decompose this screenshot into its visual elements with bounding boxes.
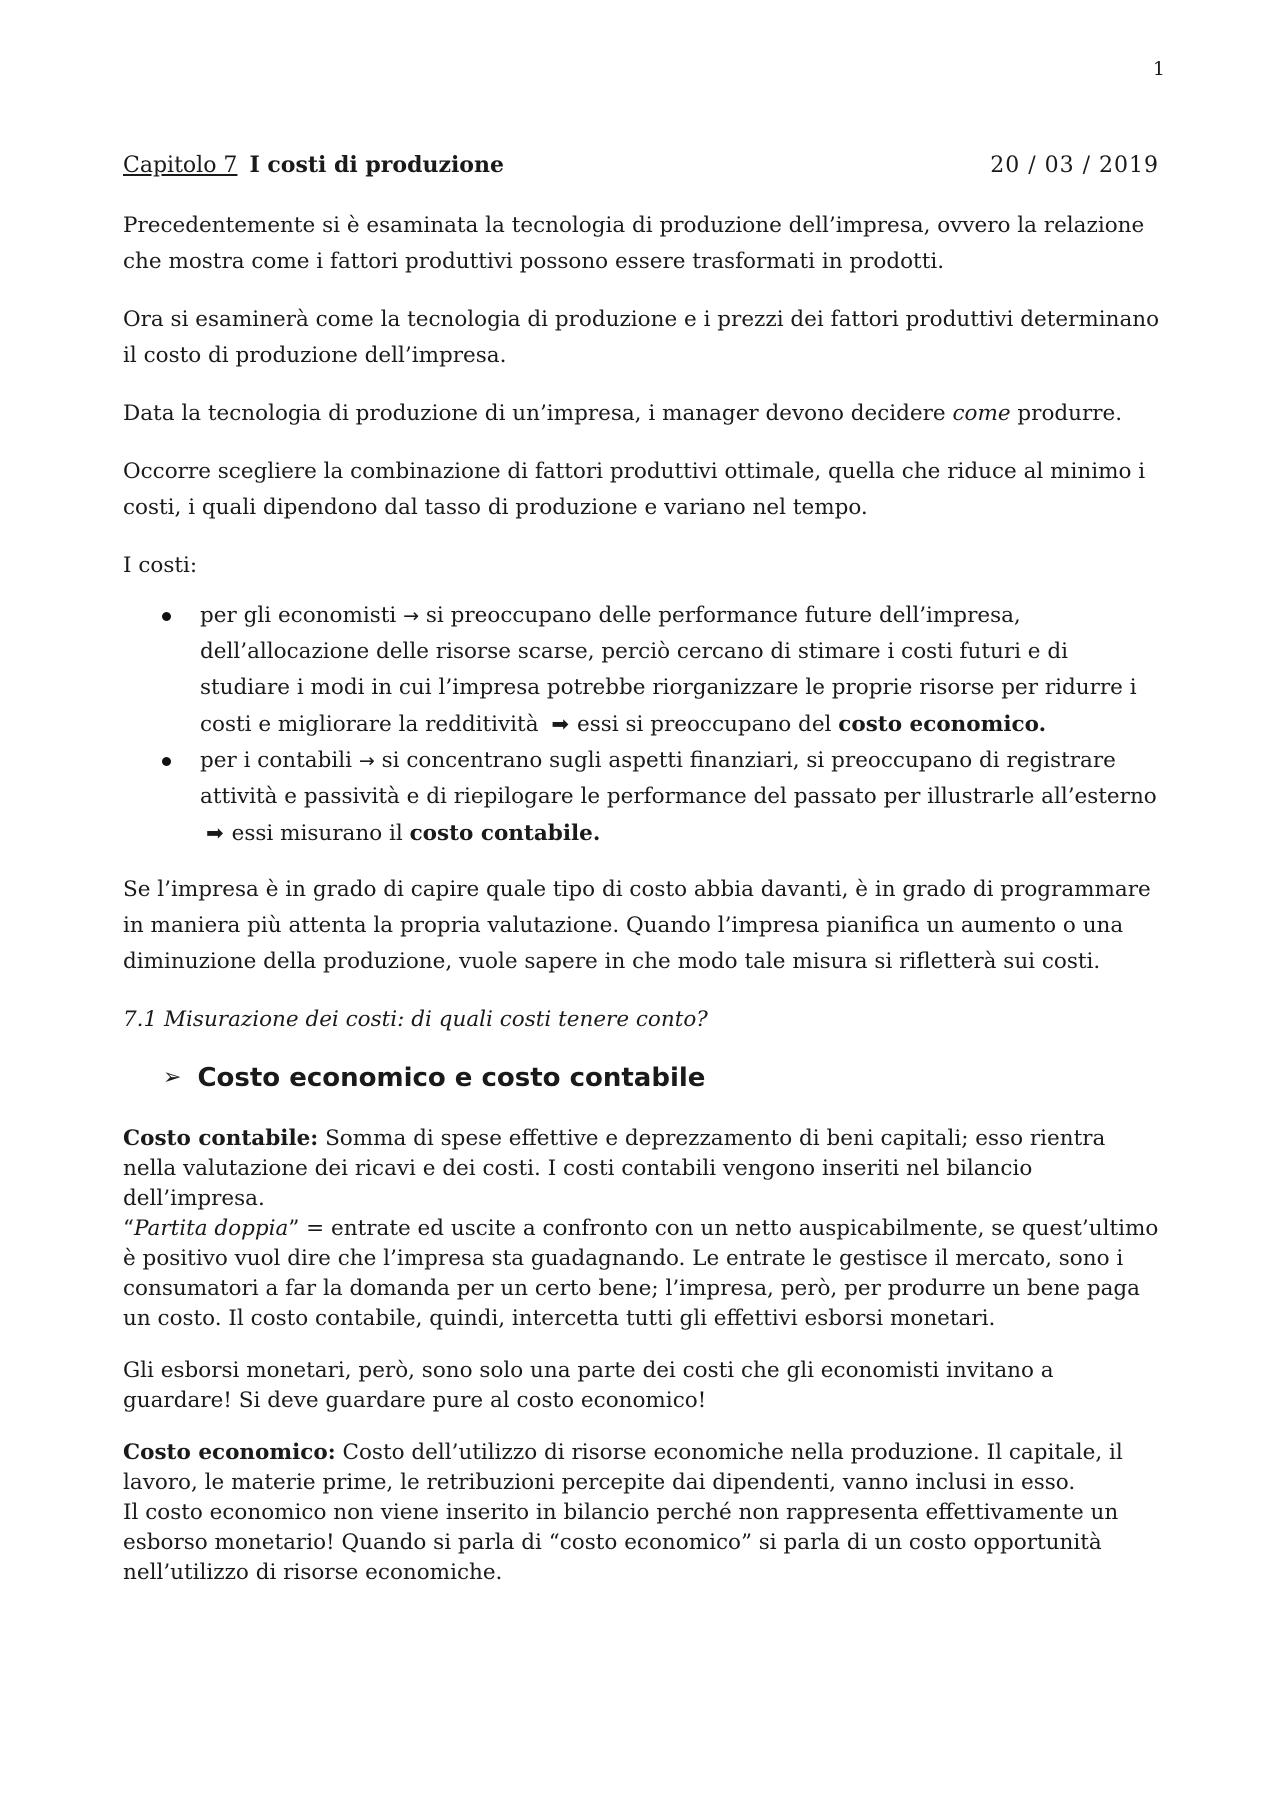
term-costo-economico: costo economico.: [838, 712, 1047, 737]
document-date: 20 / 03 / 2019: [990, 153, 1159, 178]
section-heading: [163, 1060, 1162, 1096]
paragraph-cost-determination: Ora si esaminerà come la tecnologia di produzione e i prezzi dei fattori produttivi determinano il costo di produzione dell’impresa.: [123, 307, 1160, 368]
paragraph-costs-intro: I costi:: [123, 553, 198, 578]
paragraph-combination: Occorre scegliere la combinazione di fattori produttivi ottimale, quella che riduce al minimo i costi, i quali dipendono dal tasso di produzione e variano nel tempo.: [123, 459, 1146, 520]
emphasis-come: come: [952, 401, 1011, 426]
bullet-contabili: per i contabili → si concentrano sugli aspetti finanziari, si preoccupano di registrare attività e passività e di riepilogare le performance del passato per illustrarle all’esterno ➡ essi misurano il costo contabile.: [200, 743, 1162, 852]
heavy-right-arrow-icon: ➡: [551, 712, 569, 736]
chapter-title: I costi di produzione: [249, 152, 504, 178]
paragraph-intro: Precedentemente si è esaminata la tecnologia di produzione dell’impresa, ovvero la relazione che mostra come i fattori produttivi possono essere trasformati in prodotti.: [123, 213, 1145, 274]
page-number: 1: [1152, 58, 1165, 80]
label-costo-contabile: Costo contabile:: [123, 1126, 319, 1151]
paragraph-planning: Se l’impresa è in grado di capire quale tipo di costo abbia davanti, è in grado di programmare in maniera più attenta la propria valutazione. Quando l’impresa pianifica un aumento o una diminuzione della produzione, vuole sapere in che modo tale misura si rifletterà sui costi.: [123, 877, 1151, 974]
paragraph-costo-contabile: Costo contabile: Somma di spese effettive e deprezzamento di beni capitali; esso rientra nella valutazione dei ricavi e dei costi. I costi contabili vengono inseriti nel bilancio dell’impresa. “Partita doppia” = entrate ed uscite a confronto con un netto auspicabilmente, se quest’ultimo è positivo vuol dire che l’impresa sta guadagnando. Le entrate le gestisce il mercato, sono i consumatori a far la domanda per un certo bene; l’impresa, però, per produrre un bene paga un costo. Il costo contabile, quindi, intercetta tutti gli effettivi esborsi monetari.: [123, 1126, 1159, 1331]
emphasis-partita-doppia: Partita doppia: [134, 1216, 289, 1241]
paragraph-managers: Data la tecnologia di produzione di un’impresa, i manager devono decidere come produrre.: [123, 401, 1123, 426]
right-arrow-icon: →: [403, 605, 420, 627]
chapter-heading: [123, 152, 504, 178]
bullet-economisti: per gli economisti → si preoccupano delle performance future dell’impresa, dell’allocazione delle risorse scarse, perciò cercano di stimare i costi futuri e di studiare i modi in cui l’impresa potrebbe riorganizzare le proprie risorse per ridurre i costi e migliorare la redditività ➡ essi si preoccupano del costo economico.: [200, 598, 1162, 743]
label-costo-economico: Costo economico:: [123, 1440, 336, 1465]
paragraph-costo-economico: Costo economico: Costo dell’utilizzo di risorse economiche nella produzione. Il capitale, il lavoro, le materie prime, le retribuzioni percepite dai dipendenti, vanno inclusi in esso. Il costo economico non viene inserito in bilancio perché non rappresenta effettivamente un esborso monetario! Quando si parla di “costo economico” si parla di un costo opportunità nell’utilizzo di risorse economiche.: [123, 1440, 1123, 1585]
paragraph-esborsi: Gli esborsi monetari, però, sono solo una parte dei costi che gli economisti invitano a guardare! Si deve guardare pure al costo economico!: [123, 1358, 1054, 1413]
section-reference: 7.1 Misurazione dei costi: di quali costi tenere conto?: [123, 1007, 708, 1032]
document-body: [123, 208, 1162, 1610]
right-arrow-icon: →: [358, 750, 375, 772]
costs-bullet-list: [123, 598, 1162, 852]
arrowhead-bullet-icon: ➢: [163, 1065, 182, 1090]
bullet-dot-icon: [162, 757, 171, 766]
section-title: Costo economico e costo contabile: [197, 1063, 706, 1093]
chapter-number: Capitolo 7: [123, 153, 238, 178]
chapter-header: [123, 152, 1159, 178]
term-costo-contabile: costo contabile.: [409, 821, 601, 846]
heavy-right-arrow-icon: ➡: [206, 821, 224, 845]
bullet-dot-icon: [162, 612, 171, 621]
